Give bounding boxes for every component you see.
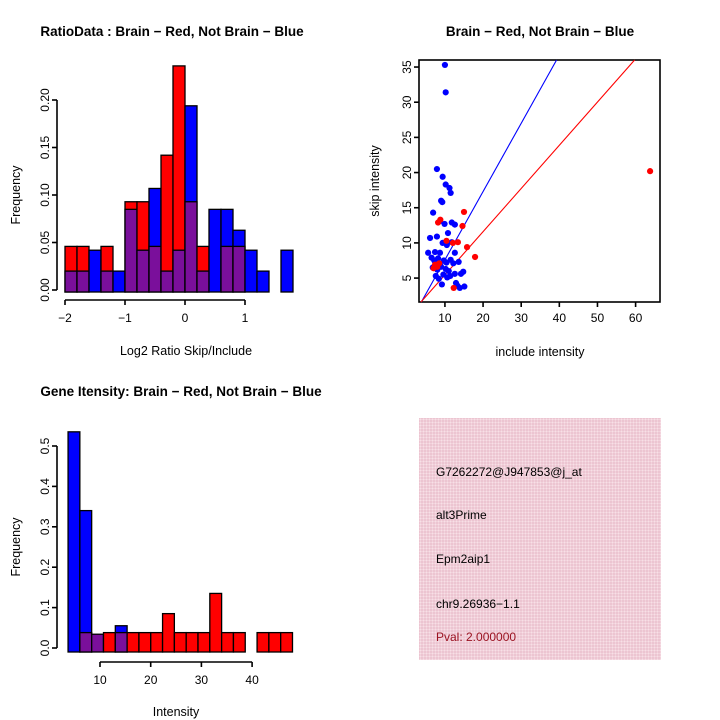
histogram-bar-overlap xyxy=(125,209,137,292)
histogram-bar-blue xyxy=(113,271,125,292)
scatter-point-red xyxy=(459,223,465,229)
y-tick-label: 0.10 xyxy=(38,183,52,207)
histogram-bar-overlap xyxy=(65,271,77,292)
histogram-bar-overlap xyxy=(173,250,185,292)
scatter-point-red xyxy=(443,238,449,244)
histogram-bar-blue xyxy=(89,250,101,292)
y-tick-label: 0.0 xyxy=(38,639,52,657)
histogram-bar-red xyxy=(233,633,245,652)
histogram-bar-red xyxy=(103,633,115,652)
histogram-bar-red xyxy=(139,633,151,652)
histogram-bar-red xyxy=(281,633,293,652)
scatter-point-blue xyxy=(445,230,451,236)
y-tick-label: 30 xyxy=(400,95,414,109)
scatter-point-blue xyxy=(456,259,462,265)
scatter-point-blue xyxy=(437,250,443,256)
histogram-bar-red xyxy=(163,614,175,652)
ratio-histogram-plot xyxy=(0,0,360,360)
histogram-bar-blue xyxy=(245,250,257,292)
histogram-bar-overlap xyxy=(77,271,89,292)
x-tick-label: −1 xyxy=(118,311,132,325)
y-tick-label: 0.00 xyxy=(38,278,52,302)
scatter-point-blue xyxy=(436,276,442,282)
histogram-bar-red xyxy=(174,633,186,652)
x-tick-label: 0 xyxy=(181,311,189,325)
scatter-point-blue xyxy=(448,190,454,196)
histogram-bar-red xyxy=(151,633,163,652)
scatter-title: Brain − Red, Not Brain − Blue xyxy=(445,24,635,39)
histogram-bar-overlap xyxy=(101,271,113,292)
ratio-hist-title: RatioData : Brain − Red, Not Brain − Blue xyxy=(40,24,304,39)
scatter-point-blue xyxy=(460,269,466,275)
y-tick-label: 0.3 xyxy=(38,518,52,536)
scatter-point-blue xyxy=(430,210,436,216)
scatter-point-blue xyxy=(450,260,456,266)
histogram-bar-overlap xyxy=(161,271,173,292)
histogram-bar-red xyxy=(210,593,222,652)
y-tick-label: 10 xyxy=(400,236,414,250)
histogram-bar-red xyxy=(186,633,198,652)
scatter-point-red xyxy=(430,265,436,271)
gene-hist-xlabel: Intensity xyxy=(152,705,200,719)
histogram-bar-red xyxy=(257,633,269,652)
histogram-bar-blue xyxy=(209,209,221,292)
scatter-ylabel: skip intensity xyxy=(368,145,382,217)
y-tick-label: 0.2 xyxy=(38,558,52,576)
x-tick-label: 1 xyxy=(241,311,249,325)
splice-type-text: alt3Prime xyxy=(436,508,487,522)
histogram-bar-overlap xyxy=(185,202,197,292)
x-tick-label: −2 xyxy=(58,311,72,325)
y-tick-label: 15 xyxy=(400,201,414,215)
x-tick-label: 10 xyxy=(93,673,107,687)
x-tick-label: 60 xyxy=(628,311,643,325)
ratio-hist-ylabel: Frequency xyxy=(9,165,23,225)
scatter-point-blue xyxy=(442,62,448,68)
histogram-bar-red xyxy=(222,633,234,652)
scatter-plot xyxy=(360,0,720,360)
scatter-point-blue xyxy=(427,235,433,241)
scatter-point-blue xyxy=(440,174,446,180)
scatter-point-blue xyxy=(461,283,467,289)
scatter-point-blue xyxy=(452,250,458,256)
histogram-bar-red xyxy=(269,633,281,652)
gene-name-text: Epm2aip1 xyxy=(436,552,491,566)
y-tick-label: 20 xyxy=(400,165,414,180)
histogram-bar-overlap xyxy=(197,271,209,292)
scatter-point-red xyxy=(647,168,653,174)
x-tick-label: 30 xyxy=(514,311,528,325)
ratio-hist-xlabel: Log2 Ratio Skip/Include xyxy=(119,344,253,358)
histogram-bar-red xyxy=(127,633,139,652)
histogram-bar-overlap xyxy=(137,250,149,292)
gene-histogram-plot xyxy=(0,360,360,720)
scatter-point-blue xyxy=(434,233,440,239)
probe-id-text: G7262272@J947853@j_at xyxy=(436,465,582,479)
histogram-bar-blue xyxy=(80,511,92,652)
y-tick-label: 0.15 xyxy=(38,135,52,160)
histogram-bar-red xyxy=(198,633,210,652)
scatter-point-blue xyxy=(439,199,445,205)
y-tick-label: 25 xyxy=(400,130,414,145)
x-tick-label: 20 xyxy=(144,673,158,687)
pval-text: Pval: 2.000000 xyxy=(436,630,517,644)
scatter-point-blue xyxy=(443,89,449,95)
scatter-point-blue xyxy=(452,271,458,277)
y-tick-label: 0.4 xyxy=(37,478,52,495)
histogram-bar-blue xyxy=(281,250,293,292)
scatter-point-blue xyxy=(439,281,445,287)
y-tick-label: 5 xyxy=(400,274,414,282)
y-tick-label: 0.5 xyxy=(38,437,52,455)
scatter-point-blue xyxy=(452,222,458,228)
histogram-bar-overlap xyxy=(233,246,245,292)
x-tick-label: 20 xyxy=(476,311,490,325)
scatter-point-red xyxy=(461,209,467,215)
y-tick-label: 0.05 xyxy=(38,230,52,255)
gene-hist-title: Gene Itensity: Brain − Red, Not Brain − Blue xyxy=(40,384,322,399)
scatter-point-red xyxy=(464,244,470,250)
scatter-point-red xyxy=(451,285,457,291)
x-tick-label: 50 xyxy=(590,311,605,325)
scatter-point-red xyxy=(455,239,461,245)
y-tick-label: 0.1 xyxy=(38,599,52,616)
x-tick-label: 30 xyxy=(194,673,209,687)
scatter-point-red xyxy=(472,254,478,260)
scatter-point-blue xyxy=(434,166,440,172)
histogram-bar-overlap xyxy=(115,633,127,652)
histogram-bar-blue xyxy=(257,271,269,292)
scatter-point-red xyxy=(436,260,442,266)
x-tick-label: 40 xyxy=(552,311,567,325)
x-tick-label: 40 xyxy=(245,673,259,687)
histogram-bar-overlap xyxy=(149,246,161,292)
location-text: chr9.26936−1.1 xyxy=(436,597,520,611)
histogram-bar-blue xyxy=(68,432,80,652)
y-tick-label: 0.20 xyxy=(38,88,52,112)
histogram-bar-overlap xyxy=(92,634,104,652)
scatter-xlabel: include intensity xyxy=(495,345,585,359)
histogram-bar-overlap xyxy=(80,633,92,652)
histogram-bar-overlap xyxy=(221,246,233,292)
info-panel xyxy=(419,418,661,660)
gene-hist-ylabel: Frequency xyxy=(9,517,23,577)
scatter-point-red xyxy=(437,217,443,223)
y-tick-label: 35 xyxy=(400,60,414,74)
x-tick-label: 10 xyxy=(438,311,452,325)
